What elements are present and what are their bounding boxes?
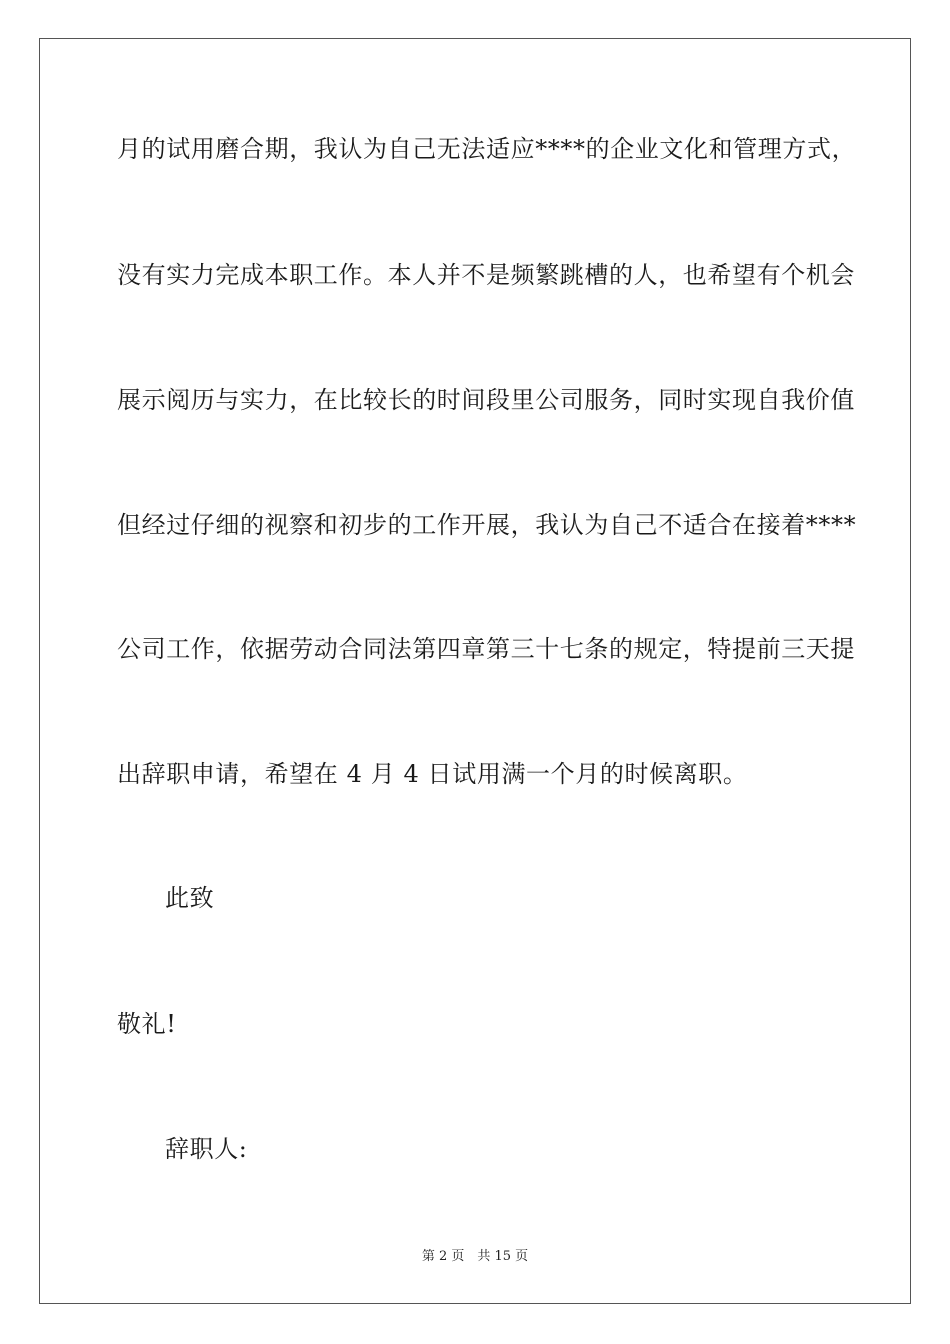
body-line-6: 出辞职申请，希望在 4 月 4 日试用满一个月的时候离职。 <box>117 760 748 788</box>
body-line-2: 没有实力完成本职工作。本人并不是频繁跳槽的人，也希望有个机会 <box>117 261 855 289</box>
body-line-5: 公司工作，依据劳动合同法第四章第三十七条的规定，特提前三天提 <box>117 635 855 663</box>
page-frame <box>39 38 911 1304</box>
closing-text: 此致 <box>165 884 215 912</box>
salutation-text: 敬礼! <box>117 1010 177 1038</box>
body-line-3: 展示阅历与实力，在比较长的时间段里公司服务，同时实现自我价值 <box>117 386 855 414</box>
signature-label: 辞职人: <box>165 1135 248 1163</box>
page-number-footer: 第 2 页 共 15 页 <box>421 1249 529 1264</box>
body-line-1: 月的试用磨合期，我认为自己无法适应****的企业文化和管理方式， <box>117 135 857 163</box>
body-line-4: 但经过仔细的视察和初步的工作开展，我认为自己不适合在接着**** <box>117 511 857 539</box>
